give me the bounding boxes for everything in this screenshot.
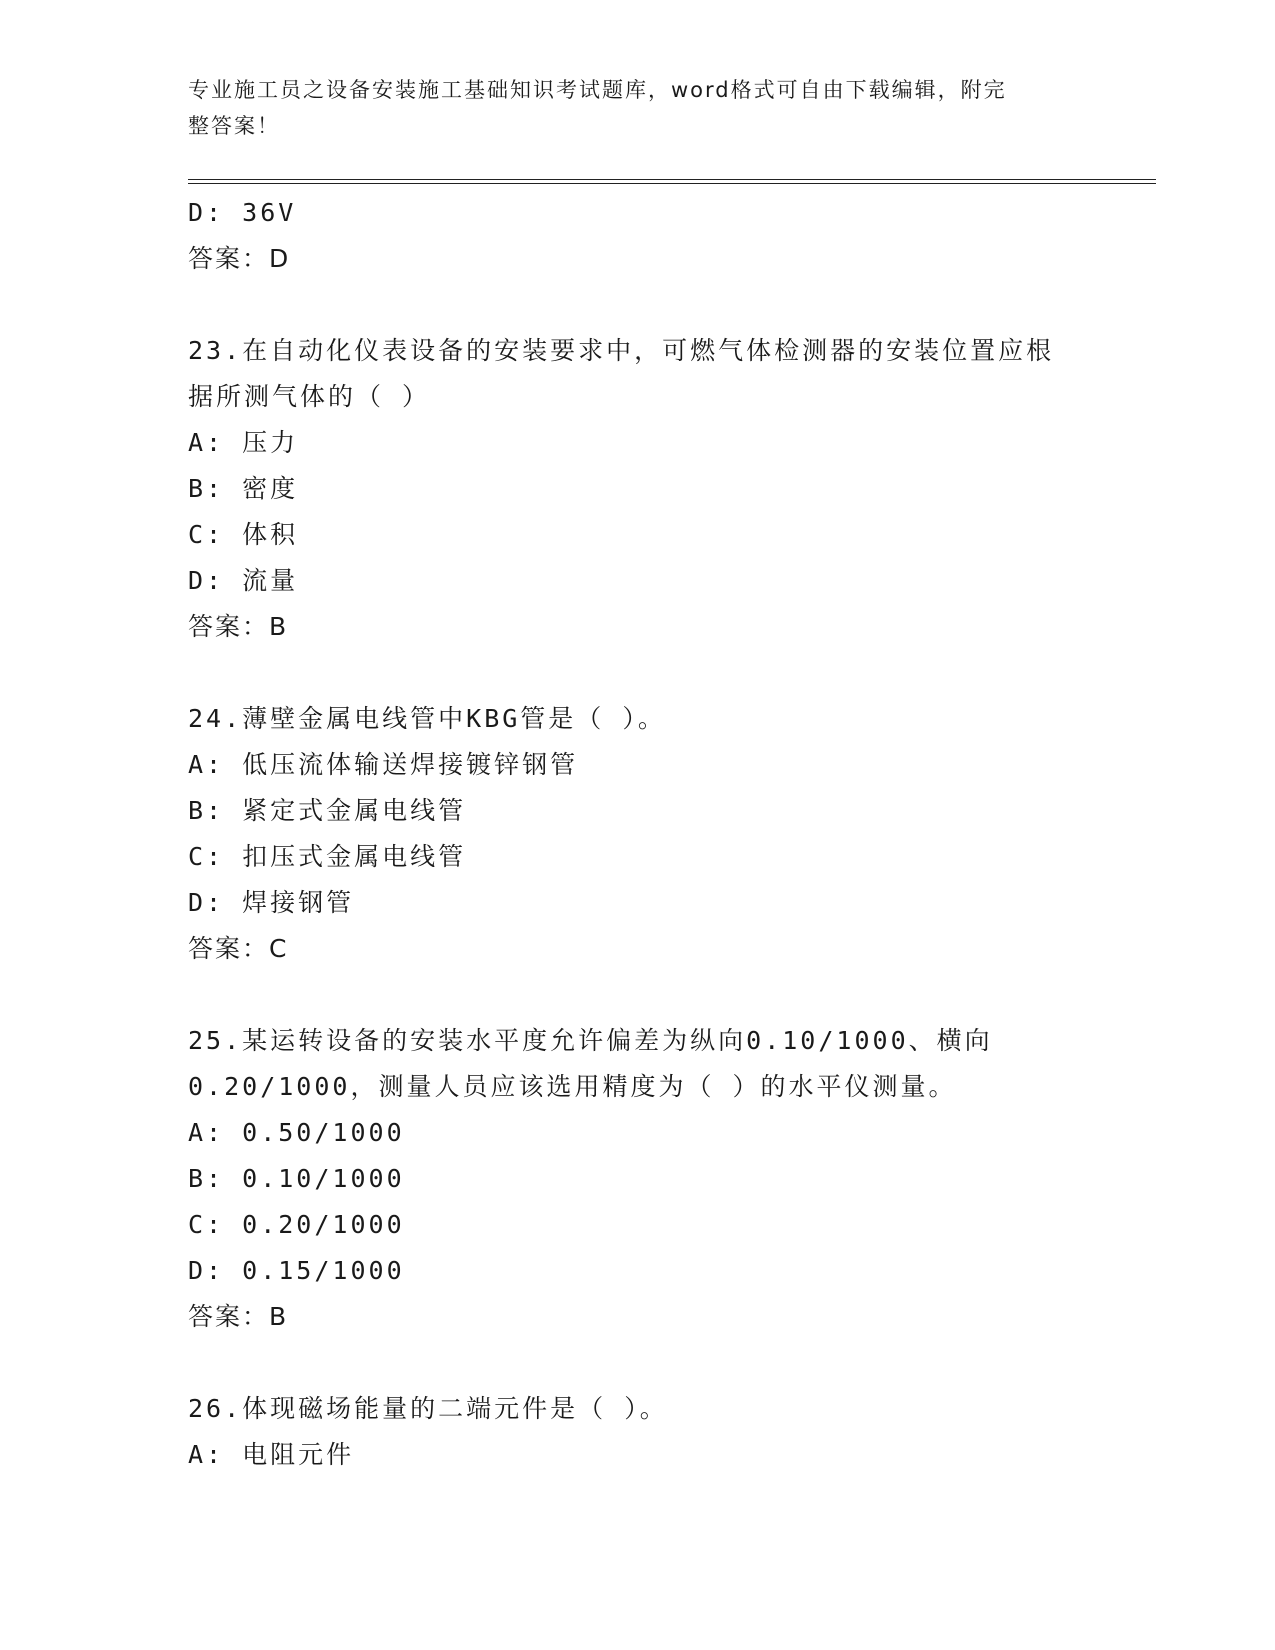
question-25 xyxy=(188,1018,1088,1340)
option-d: D: 36V xyxy=(188,198,297,227)
header-divider-top xyxy=(188,179,1156,180)
document-header xyxy=(188,72,1088,144)
option-b: B: 密度 xyxy=(188,474,299,503)
option-d: D: 0.15/1000 xyxy=(188,1256,405,1285)
option-c: C: 0.20/1000 xyxy=(188,1210,405,1239)
spacer xyxy=(188,650,1088,696)
question-stem-continued: 0.20/1000，测量人员应该选用精度为（ ）的水平仪测量。 xyxy=(188,1072,957,1101)
question-stem: 26.体现磁场能量的二端元件是（ ）。 xyxy=(188,1394,668,1423)
option-a: A: 电阻元件 xyxy=(188,1440,355,1469)
option-c: C: 扣压式金属电线管 xyxy=(188,842,467,871)
question-23 xyxy=(188,328,1088,650)
question-stem: 24.薄壁金属电线管中KBG管是（ ）。 xyxy=(188,704,666,733)
question-stem-continued: 据所测气体的（ ） xyxy=(188,382,431,411)
question-22-tail xyxy=(188,190,1088,282)
question-stem: 25.某运转设备的安装水平度允许偏差为纵向0.10/1000、横向 xyxy=(188,1026,993,1055)
answer-label: 答案：C xyxy=(188,934,289,963)
spacer xyxy=(188,972,1088,1018)
header-line-2: 整答案！ xyxy=(188,114,280,138)
option-b: B: 0.10/1000 xyxy=(188,1164,405,1193)
answer-label: 答案：D xyxy=(188,244,291,273)
option-a: A: 0.50/1000 xyxy=(188,1118,405,1147)
option-d: D: 焊接钢管 xyxy=(188,888,355,917)
header-divider-bottom xyxy=(188,183,1156,184)
question-24 xyxy=(188,696,1088,972)
header-line-1: 专业施工员之设备安装施工基础知识考试题库，word格式可自由下载编辑，附完 xyxy=(188,78,1007,102)
spacer xyxy=(188,1340,1088,1386)
answer-label: 答案：B xyxy=(188,612,289,641)
option-d: D: 流量 xyxy=(188,566,299,595)
option-b: B: 紧定式金属电线管 xyxy=(188,796,467,825)
question-stem: 23.在自动化仪表设备的安装要求中，可燃气体检测器的安装位置应根 xyxy=(188,336,1055,365)
option-a: A: 低压流体输送焊接镀锌钢管 xyxy=(188,750,579,779)
option-c: C: 体积 xyxy=(188,520,299,549)
answer-label: 答案：B xyxy=(188,1302,289,1331)
question-26 xyxy=(188,1386,1088,1478)
option-a: A: 压力 xyxy=(188,428,299,457)
question-list xyxy=(188,190,1088,1478)
spacer xyxy=(188,282,1088,328)
